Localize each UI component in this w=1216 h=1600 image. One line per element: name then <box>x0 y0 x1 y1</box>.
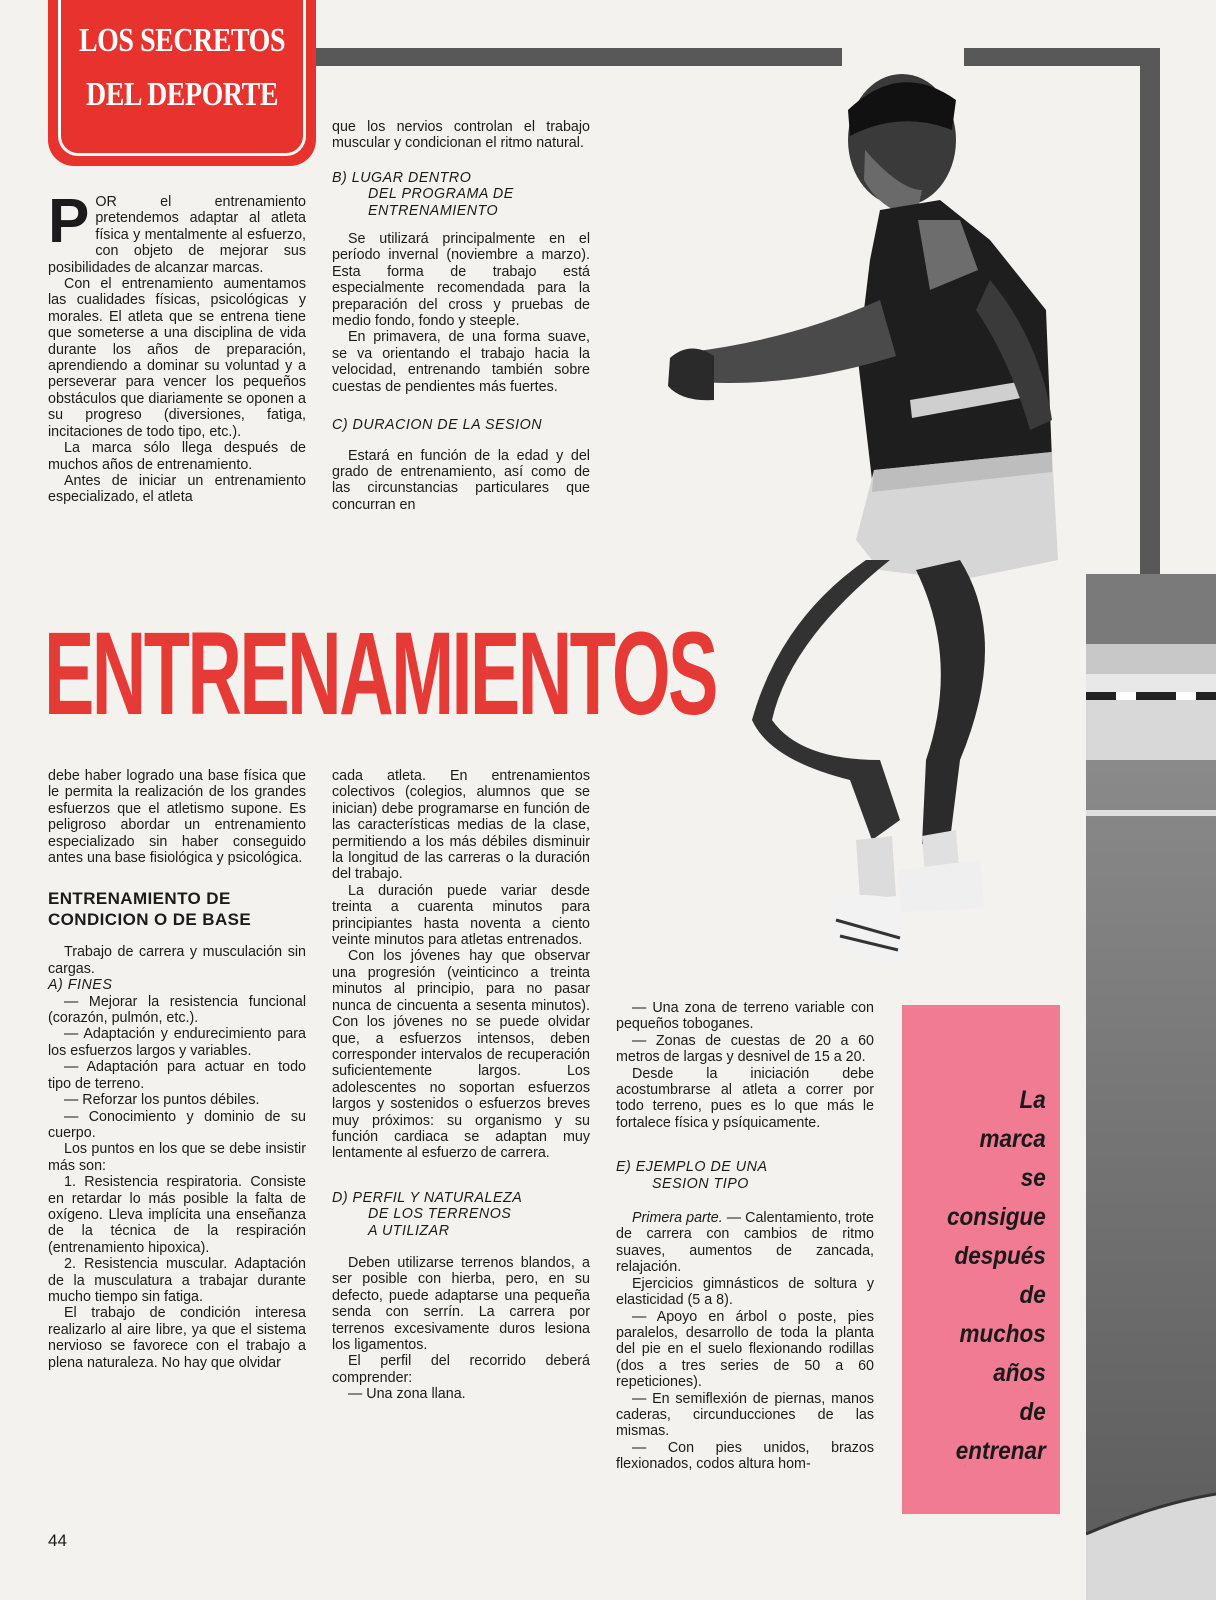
intro-paragraph <box>48 187 306 276</box>
page-title: ENTRENAMIENTOS <box>44 608 716 740</box>
list-item: — Zonas de cuestas de 20 a 60 metros de largas y desnivel de 15 a 20. <box>616 1032 874 1066</box>
column-3 <box>616 1000 874 1473</box>
list-item: — Adaptación para actuar en todo tipo de terreno. <box>48 1059 306 1092</box>
heading-line: D) PERFIL Y NATURALEZA <box>332 1189 523 1206</box>
list-item: — Una zona de terreno variable con pequeños toboganes. <box>616 1000 874 1033</box>
paragraph: Deben utilizarse terrenos blandos, a ser posible con hierba, pero, en su defecto, puede adaptarse una pequeña senda con serrín. La carrera por terrenos excesivamente duros lesiona los ligamentos. <box>332 1254 590 1353</box>
pull-quote-line: muchos <box>959 1320 1046 1348</box>
paragraph: 1. Resistencia respiratoria. Consiste en retardar lo más posible la falta de oxígeno. Lleva implícita una enseñanza de la técnica de la respiración (entrenamiento hipoxica). <box>48 1174 306 1256</box>
paragraph: Antes de iniciar un entrenamiento especializado, el atleta <box>48 472 306 506</box>
heading-line: A UTILIZAR <box>368 1222 450 1239</box>
paragraph: 2. Resistencia muscular. Adaptación de la musculatura a trabajar durante mucho tiempo sin fatiga. <box>48 1256 306 1305</box>
paragraph-rest: — Calentamiento, trote de carrera con cambios de ritmo suaves, aumentos de zancada, relajación. <box>616 1210 874 1276</box>
paragraph: En primavera, de una forma suave, se va orientando el trabajo hacia la velocidad, entrenando también sobre cuestas de pendientes más fuertes. <box>332 329 590 395</box>
heading-line: SESION TIPO <box>652 1175 749 1192</box>
heading-line: DEL PROGRAMA DE <box>368 186 514 203</box>
pull-quote-line: de <box>1019 1281 1046 1309</box>
section-heading-c: C) DURACION DE LA SESION <box>332 417 543 434</box>
paragraph-lead: Primera parte. <box>632 1210 723 1227</box>
paragraph: debe haber logrado una base física que le permita la realización de los grandes esfuerzos que el atletismo supone. Es peligroso abordar un entrenamiento especializado sin haber conseguido antes una base fisiológica y psicológica. <box>48 768 306 867</box>
paragraph: Estará en función de la edad y del grado de entrenamiento, así como de las circunstancias particulares que concurran en <box>332 447 590 513</box>
list-item: — Adaptación y endurecimiento para los esfuerzos largos y variables. <box>48 1026 306 1059</box>
series-logo <box>48 0 316 166</box>
list-item: — Conocimiento y dominio de su cuerpo. <box>48 1108 306 1141</box>
section-heading-b <box>332 170 590 219</box>
pull-quote-line: años <box>993 1359 1046 1387</box>
column-2-top <box>332 119 590 513</box>
paragraph: Se utilizará principalmente en el período invernal (noviembre a marzo). Esta forma de trabajo está especialmente recomendada para la preparación del cross y pruebas de medio fondo, fondo y steeple. <box>332 231 590 330</box>
drop-cap: P <box>48 187 90 256</box>
paragraph: cada atleta. En entrenamientos colectivos (colegios, alumnos que se inician) debe programarse en función de las características medias de la clase, permitiendo a los más débiles disminuir la longitud de las carreras o la duración del trabajo. <box>332 768 590 883</box>
paragraph: Ejercicios gimnásticos de soltura y elasticidad (5 a 8). <box>616 1275 874 1309</box>
paragraph: Trabajo de carrera y musculación sin cargas. <box>48 944 306 977</box>
section-heading-e <box>616 1159 874 1192</box>
paragraph: Desde la iniciación debe acostumbrarse al atleta a correr por todo terreno, pues es lo que más le fortalece física y psíquicamente. <box>616 1065 874 1131</box>
pull-quote-line: se <box>1020 1164 1046 1192</box>
paragraph: La duración puede variar desde treinta a cuarenta minutos para principiantes hasta noventa a ciento veinte minutos para atletas entrenados. <box>332 882 590 949</box>
paragraph <box>616 1210 874 1276</box>
section-heading-a: A) FINES <box>48 977 113 994</box>
paragraph: El perfil del recorrido deberá comprender: <box>332 1353 590 1386</box>
heading-line: B) LUGAR DENTRO <box>332 169 472 186</box>
pull-quote-line: consigue <box>947 1203 1046 1231</box>
page-number: 44 <box>48 1531 67 1550</box>
list-item: — Una zona llana. <box>348 1386 466 1403</box>
pull-quote-line: La <box>1019 1086 1046 1114</box>
pull-quote-line: marca <box>979 1125 1046 1153</box>
paragraph: que los nervios controlan el trabajo muscular y condicionan el ritmo natural. <box>332 119 590 152</box>
pull-quote-line: entrenar <box>955 1437 1046 1465</box>
section-heading-d <box>332 1190 590 1239</box>
column-2-bottom <box>332 768 590 1403</box>
series-logo-line1: LOS SECRETOS <box>78 22 286 59</box>
column-1-bottom <box>48 768 306 1371</box>
column-1-top <box>48 187 306 506</box>
paragraph: El trabajo de condición interesa realizarlo al aire libre, ya que el sistema nervioso se favorece con el trabajo a plena naturaleza. No hay que olvidar <box>48 1305 306 1371</box>
heading-line: E) EJEMPLO DE UNA <box>616 1159 768 1176</box>
list-item: — Mejorar la resistencia funcional (corazón, pulmón, etc.). <box>48 993 306 1027</box>
section-heading-condicion <box>48 888 306 930</box>
paragraph: Los puntos en los que se debe insistir más son: <box>48 1141 306 1174</box>
pull-quote-line: de <box>1019 1398 1046 1426</box>
list-item: — Con pies unidos, brazos flexionados, codos altura hom- <box>616 1439 874 1473</box>
paragraph: La marca sólo llega después de muchos años de entrenamiento. <box>48 440 306 473</box>
paragraph: Con el entrenamiento aumentamos las cualidades físicas, psicológicas y morales. El atleta que se entrena tiene que someterse a una disciplina de vida durante los años de preparación, aprendiendo a dominar su voluntad y a perseverar para vencer los pequeños obstáculos que diariamente se oponen a su progreso (diversiones, fatiga, incitaciones de todo tipo, etc.). <box>48 276 306 440</box>
pull-quote-line: después <box>954 1242 1046 1270</box>
pull-quote <box>902 1005 1060 1514</box>
series-logo-line2: DEL DEPORTE <box>85 76 279 113</box>
heading-line: ENTRENAMIENTO DE <box>48 889 231 909</box>
list-item: — Reforzar los puntos débiles. <box>64 1092 260 1109</box>
intro-text: OR el entrenamiento pretendemos adaptar al atleta física y mentalmente al esfuerzo, con objeto de mejorar sus posibilidades de alcanzar marcas. <box>48 194 306 276</box>
list-item: — Apoyo en árbol o poste, pies paralelos, desarrollo de toda la planta del pie en el suelo flexionando rodillas (dos a tres series de 50 a 60 repeticiones). <box>616 1308 874 1391</box>
pull-quote-text <box>947 1081 1046 1471</box>
paragraph: Con los jóvenes hay que observar una progresión (veinticinco a treinta minutos al principio, para no pasar nunca de cincuenta a sesenta minutos). Con los jóvenes no se puede olvidar que, a esfuerzos intensos, deben corresponder intervalos de recuperación suficientemente largos. Los adolescentes no soportan esfuerzos largos y sostenidos o esfuerzos breves muy próximos: su organismo y su función cardiaca se adaptan muy lentamente al esfuerzo de carrera. <box>332 948 590 1162</box>
heading-line: CONDICION O DE BASE <box>48 910 252 930</box>
heading-line: DE LOS TERRENOS <box>368 1206 512 1223</box>
heading-line: ENTRENAMIENTO <box>368 202 499 219</box>
athlete-photo <box>660 40 1216 1000</box>
list-item: — En semiflexión de piernas, manos caderas, circunducciones de las mismas. <box>616 1390 874 1440</box>
